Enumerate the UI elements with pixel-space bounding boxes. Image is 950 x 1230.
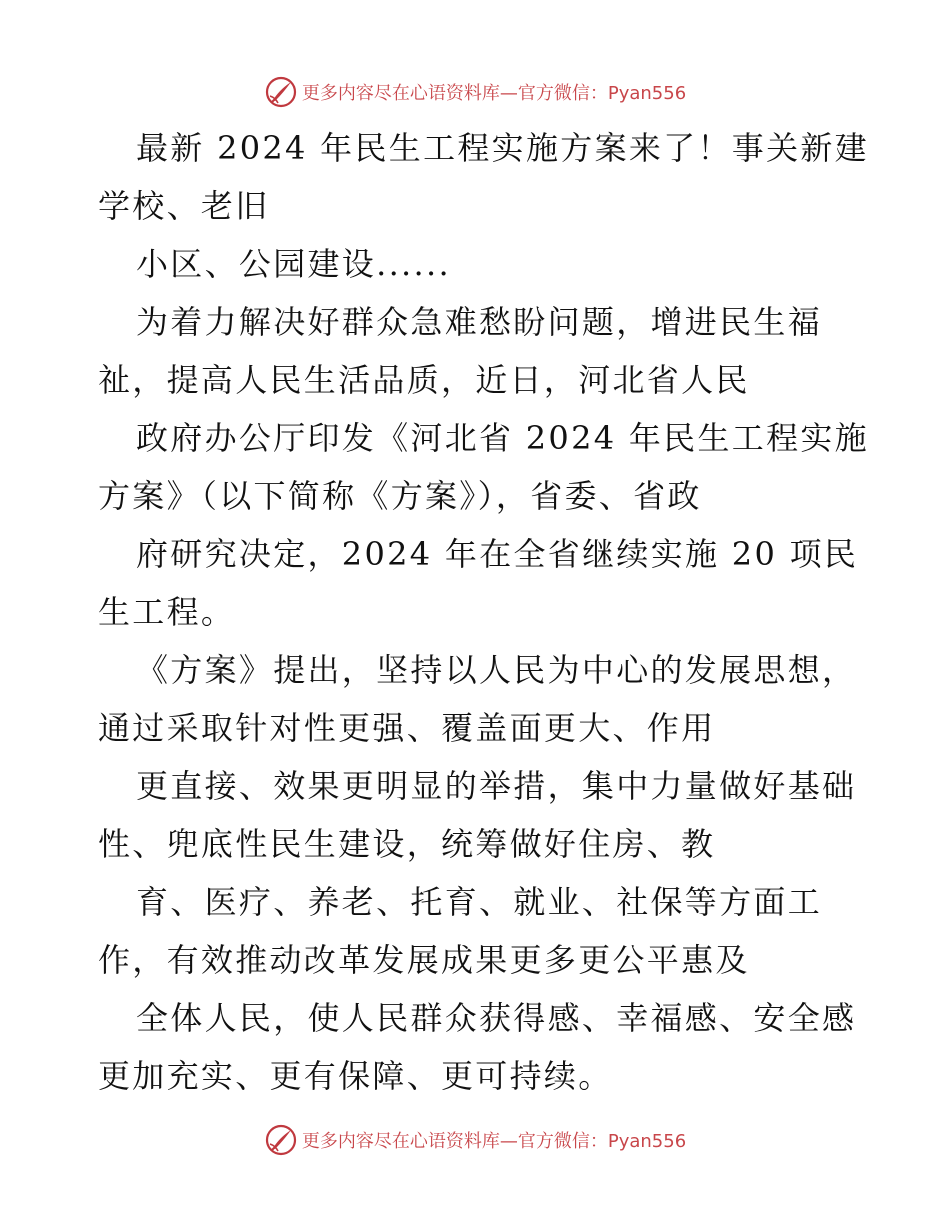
quill-pen-seal-icon <box>264 75 298 109</box>
watermark-footer <box>0 1122 950 1158</box>
body-line: 更直接、效果更明显的举措，集中力量做好基础 <box>136 767 857 805</box>
body-line: 《方案》提出，坚持以人民为中心的发展思想， <box>136 651 857 689</box>
body-line: 作，有效推动改革发展成果更多更公平惠及 <box>98 941 750 979</box>
body-line: 学校、老旧 <box>98 187 270 225</box>
body-line: 小区、公园建设...... <box>136 245 451 283</box>
body-line: 性、兜底性民生建设，统筹做好住房、教 <box>98 825 716 863</box>
watermark-text: 更多内容尽在心语资料库—官方微信：Pyan556 <box>301 83 687 104</box>
body-line: 为着力解决好群众急难愁盼问题，增进民生福 <box>136 303 823 341</box>
body-line: 育、医疗、养老、托育、就业、社保等方面工 <box>136 883 823 921</box>
body-line: 生工程。 <box>98 593 236 631</box>
body-line: 祉，提高人民生活品质，近日，河北省人民 <box>98 361 750 399</box>
watermark-header <box>0 74 950 110</box>
body-line: 政府办公厅印发《河北省 2024 年民生工程实施 <box>136 419 869 457</box>
body-line: 全体人民，使人民群众获得感、幸福感、安全感 <box>136 999 857 1037</box>
body-line: 最新 2024 年民生工程实施方案来了！事关新建 <box>136 129 869 167</box>
quill-pen-seal-icon <box>264 1123 298 1157</box>
document-body <box>98 122 869 1108</box>
watermark-text: 更多内容尽在心语资料库—官方微信：Pyan556 <box>301 1131 687 1152</box>
body-line: 更加充实、更有保障、更可持续。 <box>98 1057 613 1095</box>
body-line: 方案》（以下简称《方案》），省委、省政 <box>98 477 702 515</box>
body-line: 府研究决定，2024 年在全省继续实施 20 项民 <box>136 535 859 573</box>
body-line: 通过采取针对性更强、覆盖面更大、作用 <box>98 709 716 747</box>
